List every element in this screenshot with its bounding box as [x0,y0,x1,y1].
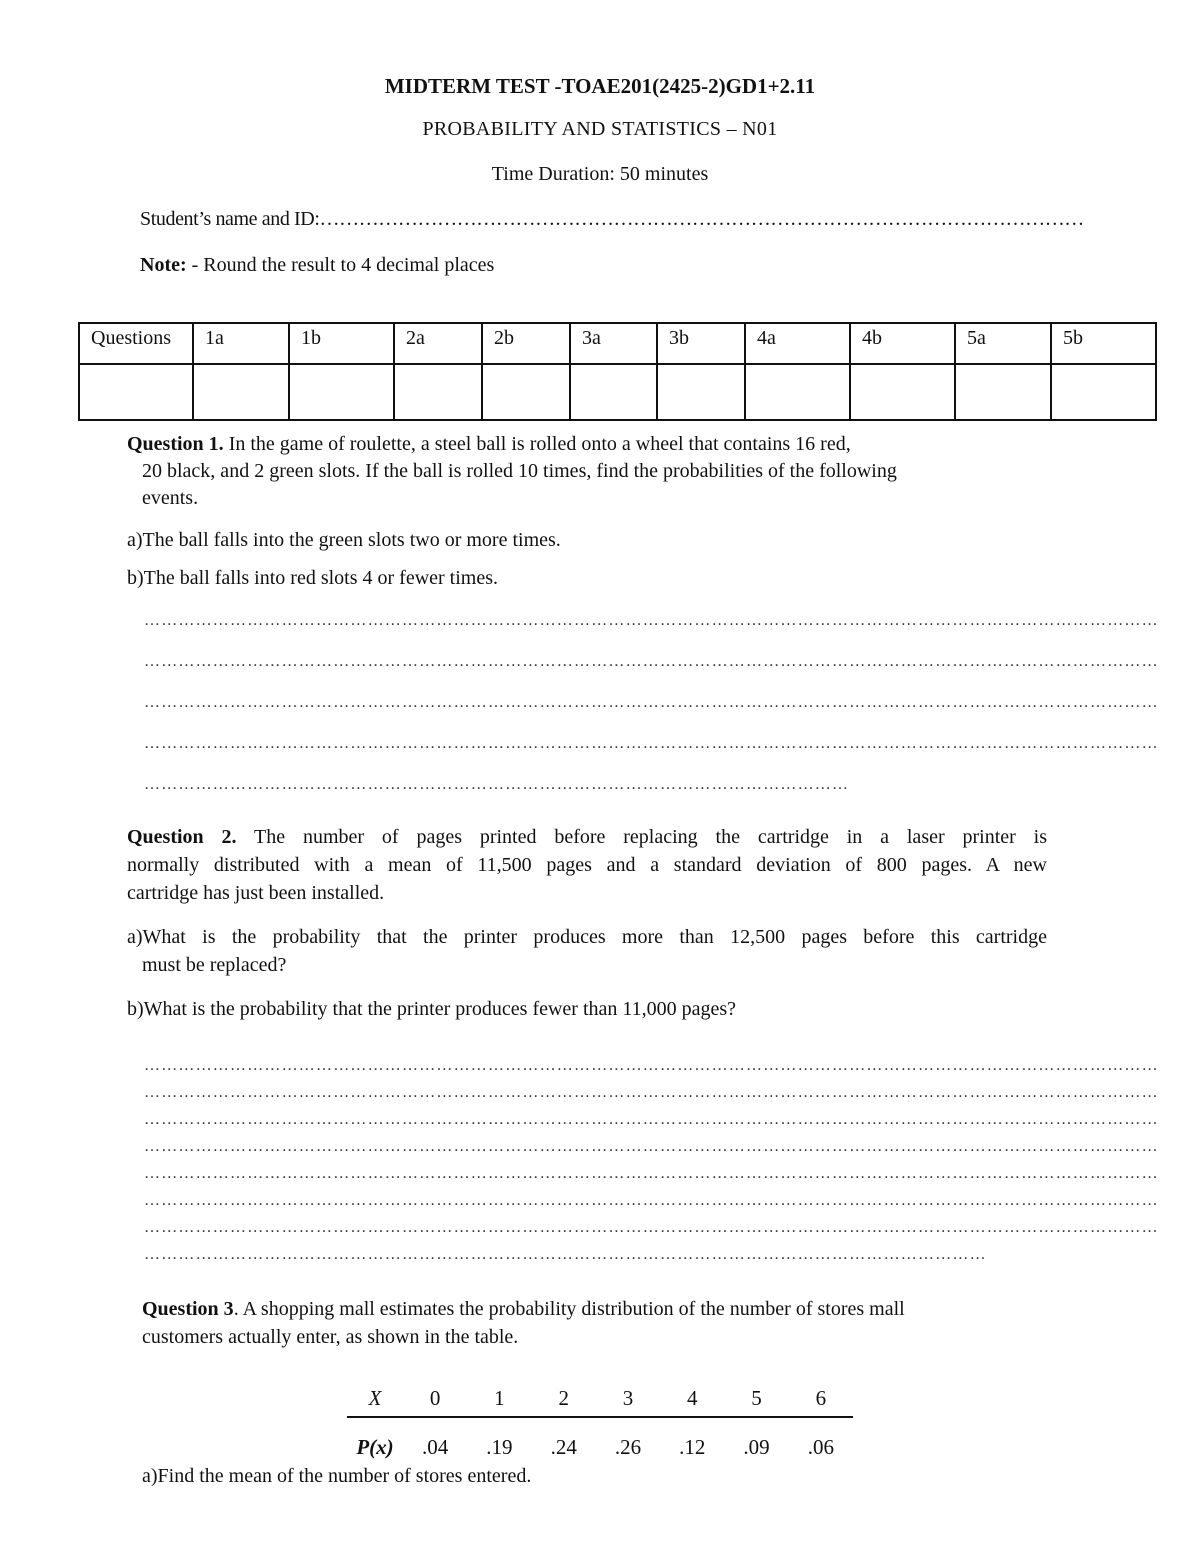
q2-text: The number of pages printed before replacing the cartridge in a laser printer is [236,826,1047,848]
q2-part-a-cont: must be replaced? [142,954,287,976]
note-line [140,254,494,277]
p-value: .04 [422,1434,449,1459]
q1-label: Question 1. [127,433,224,455]
q1-line-2: 20 black, and 2 green slots. If the ball is rolled 10 times, find the probabilities of the following [142,460,897,482]
score-cell [193,364,289,420]
score-col-5a: 5a [955,323,1051,364]
score-col-1b: 1b [289,323,394,364]
score-cell [657,364,745,420]
p-value: .24 [550,1434,577,1459]
q2-answer-line: …………………………………………………………………………………………………………………………………………………………… [144,1057,1159,1074]
q2-answer-line: …………………………………………………………………………………………………………………………………………………………… [144,1192,1159,1209]
x-header: X [347,1380,403,1417]
score-cell [482,364,570,420]
q2-answer-line: …………………………………………………………………………………………………………………………………………………………… [144,1138,1159,1155]
score-table-blank-row [79,364,1156,420]
score-cell [394,364,482,420]
score-col-2b: 2b [482,323,570,364]
q2-answer-line: …………………………………………………………………………………………………………………………………………………………… [144,1165,1159,1182]
p-value: .12 [679,1434,706,1459]
x-value: 1 [467,1380,531,1417]
score-col-5b: 5b [1051,323,1156,364]
x-value: 5 [724,1380,788,1417]
score-cell [745,364,850,420]
q3-text: . A shopping mall estimates the probability distribution of the number of stores mall [233,1298,905,1320]
p-value: .26 [614,1434,642,1459]
note-text: - Round the result to 4 decimal places [186,254,495,276]
score-cell [850,364,955,420]
q2-answer-line: …………………………………………………………………………………………………………………………………………………………… [144,1084,1159,1101]
q1-text: In the game of roulette, a steel ball is rolled onto a wheel that contains 16 red, [223,433,851,455]
x-value: 2 [532,1380,596,1417]
p-value: .06 [807,1434,834,1459]
q2-label: Question 2. [127,826,237,848]
p-value: .09 [743,1434,770,1459]
q1-line-1 [127,431,1007,458]
q2-line-2: normally distributed with a mean of 11,500 pages and a standard deviation of 800 pages. A new [127,854,1047,876]
q2-part-a: a)What is the probability that the printer produces more than 12,500 pages before this cartridge [127,926,1047,948]
q1-answer-line: …………………………………………………………………………………………………………………………………………………………… [144,653,1159,670]
score-cell [79,364,193,420]
x-value: 3 [596,1380,660,1417]
q3-line-1 [142,1296,905,1323]
x-value: 0 [403,1380,467,1417]
p-header: P(x) [356,1434,394,1459]
score-col-3a: 3a [570,323,657,364]
score-col-3b: 3b [657,323,745,364]
q1-part-b: b)The ball falls into red slots 4 or fewer times. [127,567,499,589]
q2-answer-line: …………………………………………………………………………………………………………………………………………………………… [144,1219,1159,1236]
score-cell [1051,364,1156,420]
probability-distribution-table [347,1380,853,1470]
score-table [78,322,1157,421]
score-col-4b: 4b [850,323,955,364]
score-table-header: Questions [79,323,193,364]
exam-duration: Time Duration: 50 minutes [491,163,709,185]
q1-answer-line: …………………………………………………………………………………………………………… [144,776,850,793]
q1-answer-line: …………………………………………………………………………………………………………………………………………………………… [144,735,1159,752]
score-table-header-row [79,323,1156,364]
note-label: Note: [140,254,187,276]
q2-line-1 [127,824,1047,851]
q2-part-b: b)What is the probability that the printer produces fewer than 11,000 pages? [127,998,737,1020]
p-value: .19 [486,1434,513,1459]
x-value: 4 [660,1380,724,1417]
exam-title: MIDTERM TEST -TOAE201(2425-2)GD1+2.11 [384,74,816,98]
q2-line-3: cartridge has just been installed. [127,882,385,904]
x-value: 6 [789,1380,853,1417]
student-name-field: Student’s name and ID:……………………………………………………………………………………………………… [140,208,1084,230]
score-col-1a: 1a [193,323,289,364]
q1-part-a: a)The ball falls into the green slots two or more times. [127,529,561,551]
q2-answer-line: …………………………………………………………………………………………………………………………………………………………… [144,1111,1159,1128]
q1-line-3: events. [142,487,199,509]
score-col-2a: 2a [394,323,482,364]
score-cell [289,364,394,420]
score-col-4a: 4a [745,323,850,364]
exam-subtitle: PROBABILITY AND STATISTICS – N01 [422,118,778,140]
q3-part-a: a)Find the mean of the number of stores entered. [142,1465,532,1487]
q1-answer-line: …………………………………………………………………………………………………………………………………………………………… [144,612,1159,629]
score-cell [570,364,657,420]
q3-label: Question 3 [142,1298,234,1320]
q3-line-2: customers actually enter, as shown in the table. [142,1326,519,1348]
score-cell [955,364,1051,420]
x-row [347,1380,853,1417]
q2-answer-line: ………………………………………………………………………………………………………………………………… [144,1246,987,1263]
q1-answer-line: …………………………………………………………………………………………………………………………………………………………… [144,694,1159,711]
